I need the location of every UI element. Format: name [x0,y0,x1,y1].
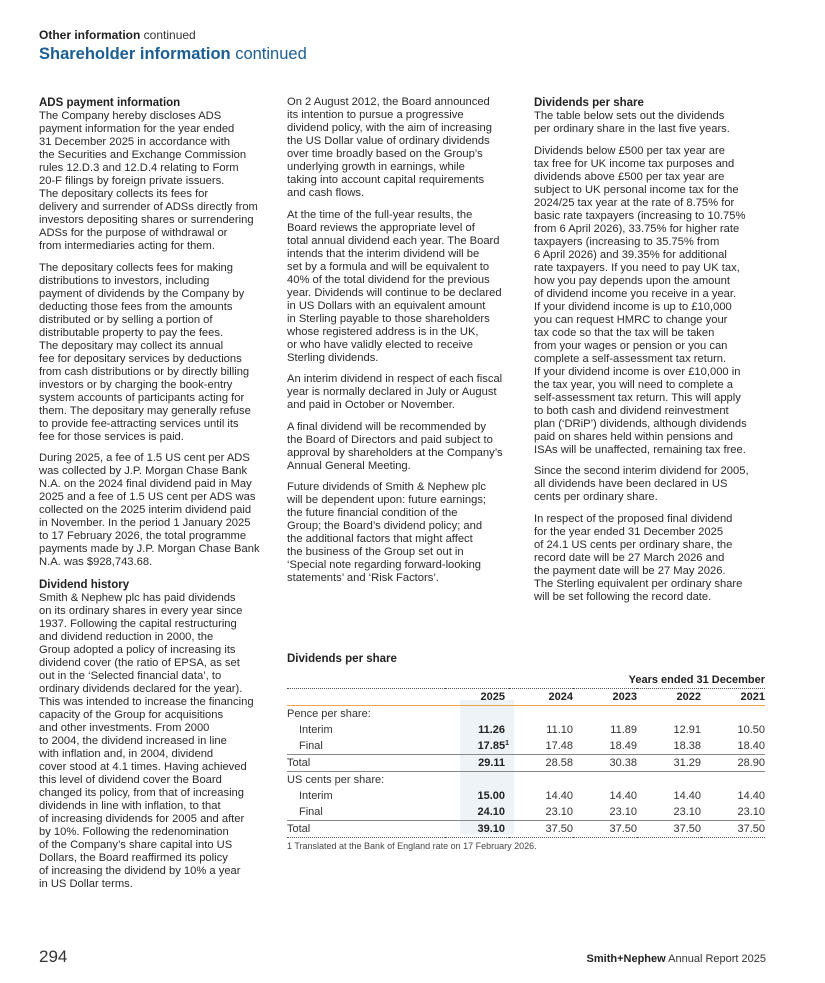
cell: 18.49 [573,738,637,755]
cell: 28.90 [701,755,765,772]
cell: 14.40 [609,790,637,802]
cell: 11.10 [546,724,573,736]
table-row [287,722,765,738]
year-header: 2024 [509,689,573,706]
dividends-table-wrapper [287,672,765,838]
paragraph: A final dividend will be recommended by the Board of Directors and paid subject to approval by shareholders at the Company’s Annual General Meeting. [287,420,503,472]
table-header-years-ended [287,672,765,689]
column-1 [39,96,277,899]
cell: 23.10 [701,804,765,821]
year-header: 2023 [573,689,637,706]
table-row [287,804,765,821]
row-label: Total [287,821,445,838]
table-header-row [287,689,765,706]
paragraph: Future dividends of Smith & Nephew plc will be dependent upon: future earnings; the future financial condition of the Group; the Board’s dividend policy; and the additional factors that might affect the business of the Group set out in ‘Special note regarding forward-looking statements’ and ‘Risk Factors’. [287,481,487,584]
cell: 37.50 [509,821,573,838]
cell: 23.10 [573,804,637,821]
paragraph: The Company hereby discloses ADS payment information for the year ended 31 December 2025 in accordance with the Securities and Exchange Commission rules 12.D.3 and 12.D.4 relating to Form 20-F filings by foreign private issuers. The depositary collects its fees for delivery and surrender of ADSs directly from investors depositing shares or surrendering ADSs for the purpose of withdrawal or from intermediaries acting for them. [39,110,258,252]
row-label: Total [287,755,445,772]
cell: 37.50 [573,821,637,838]
column-3 [534,96,774,612]
cell: 17.85$^1$ [445,738,509,755]
column-2 [287,96,523,594]
cell: 14.40 [545,790,573,802]
cell: 14.40 [737,790,765,802]
table-row [287,772,765,789]
cell: 12.91 [673,724,701,736]
paragraph: The table below sets out the dividends per ordinary share in the last five years. [534,110,730,135]
table-row [287,755,765,772]
table-footnote: 1 Translated at the Bank of England rate on 17 February 2026. [287,841,537,851]
cell: 39.10 [445,821,509,838]
page-title: Shareholder information continued [39,45,307,63]
section-label: Other information continued [39,28,196,42]
year-header: 2022 [637,689,701,706]
table-row [287,738,765,755]
cell: 18.38 [637,738,701,755]
page-number: 294 [39,947,68,966]
cell: 15.00 [477,790,505,802]
paragraph: Dividends below £500 per tax year are tax free for UK income tax purposes and dividends above £500 per tax year are subject to UK personal income tax for the 2024/25 tax year at the rate of 8.75% for basic rate taxpayers (increasing to 10.75% from 6 April 2026), 33.75% for higher rate taxpayers (increasing to 35.75% from 6 April 2026) and 39.35% for additional rate taxpayers. If you need to pay UK tax, how you pay depends upon the amount of dividend income you receive in a year. If your dividend income is up to £10,000 you can request HMRC to change your tax code so that the tax will be taken from your wages or pension or you can complete a self-assessment tax return. If your dividend income is over £10,000 in the tax year, you will need to complete a self-assessment tax return. This will apply to both cash and dividend reinvestment plan (‘DRiP’) dividends, although dividends paid on shares held within pensions and ISAs will be unaffected, remaining tax free. [534,144,747,456]
cell: 23.10 [509,804,573,821]
row-label: Final [287,804,445,821]
footnote-marker: 1 [505,740,509,747]
cell: 23.10 [637,804,701,821]
heading-dividends-per-share: Dividends per share [534,97,644,109]
cell: 24.10 [445,804,509,821]
paragraph: At the time of the full-year results, the Board reviews the appropriate level of total annual dividend each year. The Board intends that the interim dividend will be set by a formula and will be equivalent to 40% of the total dividend for the previous year. Dividends will continue to be declared in US Dollars with an equivalent amount in Sterling payable to those shareholders whose registered address is in the UK, or who have validly elected to receive Sterling dividends. [287,208,502,364]
table-row [287,821,765,838]
heading-dividend-history: Dividend history [39,578,130,591]
usc-heading: US cents per share: [287,774,385,786]
cell: 37.50 [701,821,765,838]
cell: 28.58 [509,755,573,772]
cell: 18.40 [701,738,765,755]
table-title: Dividends per share [287,653,397,665]
cell: 30.38 [573,755,637,772]
cell: 10.50 [737,724,765,736]
row-label: Interim [299,790,333,802]
paragraph: In respect of the proposed final dividend for the year ended 31 December 2025 of 24.1 US cents per ordinary share, the record date will be 27 March 2026 and the payment date will be 27 May 2026. The Sterling equivalent per ordinary share will be set following the record date. [534,512,743,603]
cell: 31.29 [637,755,701,772]
paragraph: Since the second interim dividend for 2005, all dividends have been declared in US cents per ordinary share. [534,465,749,503]
pence-heading: Pence per share: [287,708,371,720]
cell: 11.26 [478,724,505,736]
label-column-header [287,689,445,706]
year-header: 2021 [701,689,765,706]
table-row [287,788,765,804]
year-header: 2025 [445,689,509,706]
heading-ads-payment: ADS payment information [39,97,181,109]
table-row [287,706,765,723]
footer-report-title: Smith+Nephew Annual Report 2025 [586,953,766,965]
paragraph: On 2 August 2012, the Board announced its intention to pursue a progressive dividend policy, with the aim of increasing the US Dollar value of ordinary dividends over time broadly based on the Group’s underlying growth in earnings, while taking into account capital requirements and cash flows. [287,96,493,199]
paragraph: An interim dividend in respect of each fiscal year is normally declared in July or August and paid in October or November. [287,373,503,411]
cell: 17.48 [509,738,573,755]
row-label: Final [287,738,445,755]
paragraph: The depositary collects fees for making distributions to investors, including payment of dividends by the Company by deducting those fees from the amounts distributed or by selling a portion of distributable property to pay the fees. The depositary may collect its annual fee for depositary services by deductions from cash distributions or by directly billing investors or by charging the book-entry system accounts of participants acting for them. The depositary may generally refuse to provide fee-attracting services until its fee for those services is paid. [39,261,251,443]
paragraph: Smith & Nephew plc has paid dividends on its ordinary shares in every year since 1937. Following the capital restructuring and dividend reduction in 2000, the Group adopted a policy of increasing its dividend cover (the ratio of EPSA, as set out in the ‘Selected financial data’, to ordinary dividends declared for the year). This was intended to increase the financing capacity of the Group for acquisitions and other investments. From 2000 to 2004, the dividend increased in line with inflation and, in 2004, dividend cover stood at 4.1 times. Having achieved this level of dividend cover the Board changed its policy, from that of increasing dividends in line with inflation, to that of increasing dividends for 2005 and after by 10%. Following the redenomination of the Company’s share capital into US Dollars, the Board reaffirmed its policy of increasing the dividend by 10% a year in US Dollar terms. [39,591,254,890]
cell: 14.40 [673,790,701,802]
paragraph: During 2025, a fee of 1.5 US cent per ADS was collected by J.P. Morgan Chase Bank N.A. on the 2024 final dividend paid in May 2025 and a fee of 1.5 US cent per ADS was collected on the 2025 interim dividend paid in November. In the period 1 January 2025 to 17 February 2026, the total programme payments made by J.P. Morgan Chase Bank N.A. was $928,743.68. [39,452,260,568]
cell: 11.89 [610,724,637,736]
row-label: Interim [299,724,333,736]
cell: 37.50 [637,821,701,838]
dividends-table [287,672,765,838]
cell: 29.11 [445,755,509,772]
years-heading: Years ended 31 December [509,672,765,689]
